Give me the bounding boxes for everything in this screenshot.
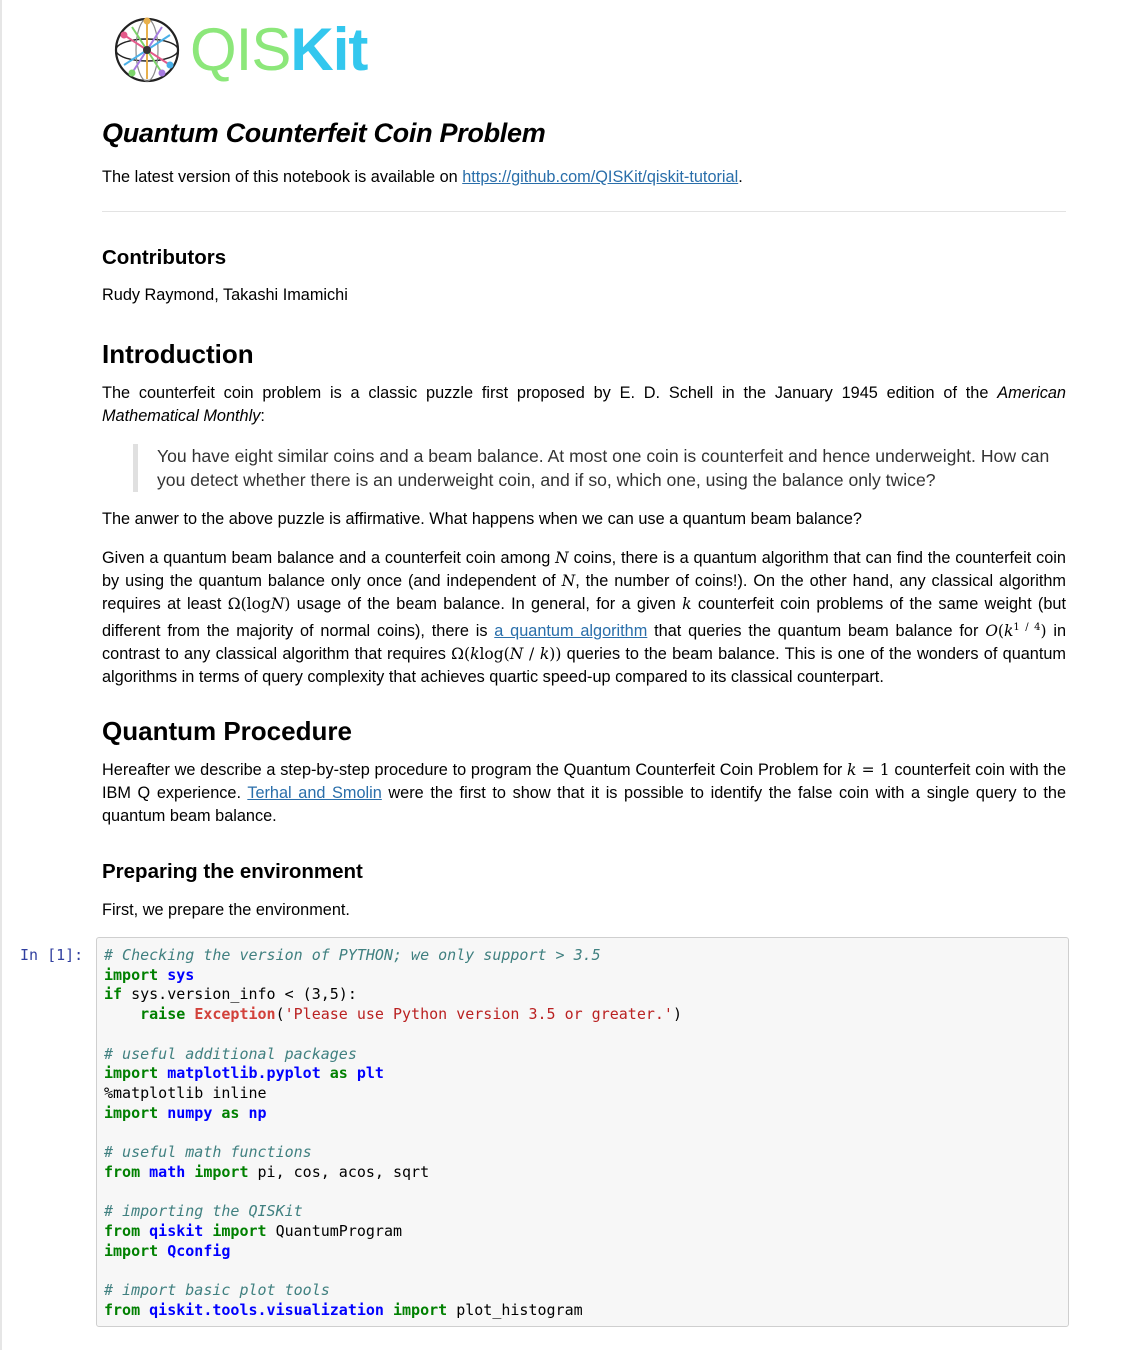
code-line: # useful math functions [104,1143,312,1162]
code-line: import matplotlib.pyplot as plt [104,1064,384,1083]
math-slash: / [523,645,540,664]
p3-text-b: coins, there is a quantum algorithm that can find the counterfeit coin by using the quantum balance only once (and independent of [102,549,1066,590]
left-border [0,0,2,1350]
puzzle-blockquote: You have eight similar coins and a beam balance. At most one coin is counterfeit and hence underweight. How can you detect whether there is an underweight coin, and if so, which one, using the balance only twice? [133,444,1066,492]
math-exponent: 1 / 4 [1013,622,1041,633]
math-omega: Ω( [451,645,471,664]
code-line: if sys.version_info < (3,5): [104,985,357,1004]
intro-p1-colon: : [260,407,265,425]
math-N: N [270,595,285,613]
introduction-paragraph-3 [102,547,1066,689]
procedure-paragraph [102,759,1066,828]
latest-version-line [102,166,1066,189]
logo-qis: QIS [190,16,291,83]
math-omega-klog [451,645,561,663]
procedure-text-b: counterfeit coin with the IBM Q experience. [102,761,1067,802]
prepare-text: First, we prepare the environment. [102,901,350,919]
code-line: import sys [104,965,195,984]
cell-prompt: In [1]: [20,946,84,964]
quantum-procedure-heading: Quantum Procedure [102,716,352,746]
code-line: # importing the QISKit [104,1202,303,1221]
code-cell[interactable] [96,937,1069,1327]
contributors-names: Rudy Raymond, Takashi Imamichi [102,286,348,304]
divider [102,211,1066,212]
terhal-smolin-link[interactable]: Terhal and Smolin [247,784,382,802]
github-link[interactable]: https://github.com/QISKit/qiskit-tutorial [462,168,739,186]
qiskit-atom-icon [112,15,182,85]
intro-p1-text: The counterfeit coin problem is a classic puzzle first proposed by E. D. Schell in the January 1945 edition of the [102,384,998,402]
journal-name: American Mathematical Monthly [102,384,1066,425]
introduction-paragraph-2: The anwer to the above puzzle is affirmative. What happens when we can use a quantum beam balance? [102,510,862,528]
code-editor[interactable] [104,946,1061,1320]
procedure-text-a: Hereafter we describe a step-by-step procedure to program the Quantum Counterfeit Coin Problem for [102,761,848,779]
math-N: N [561,572,576,590]
p3-text-e: counterfeit coin problems of the same weight (but different from the majority of normal coins), there is [102,595,1066,641]
p3-text-f: that queries the quantum beam balance for [647,622,986,641]
code-line: raise Exception('Please use Python version 3.5 or greater.') [140,1005,682,1024]
math-k: k [847,761,857,779]
code-line: # useful additional packages [104,1044,357,1063]
math-equals-one: = 1 [856,761,890,779]
math-omega-log: Ω(log [227,595,271,613]
contributors-heading: Contributors [102,246,227,269]
preparing-environment-heading: Preparing the environment [102,860,363,883]
code-line: from math import pi, cos, acos, sqrt [104,1162,430,1181]
latest-version-period: . [738,168,743,186]
procedure-text-c: were the first to show that it is possible to identify the false coin with a single query to the quantum beam balance. [102,784,1066,825]
code-line: # import basic plot tools [104,1280,330,1299]
p3-text-c: , the number of coins!). On the other hand, any classical algorithm requires at least [102,572,1066,613]
introduction-heading: Introduction [102,339,254,369]
math-O: O [985,622,998,641]
logo-wordmark [190,16,368,83]
math-k: k [470,645,480,664]
code-line: %matplotlib inline [104,1083,267,1102]
qiskit-logo [112,15,367,85]
code-line: import Qconfig [104,1241,231,1260]
p3-text-d: usage of the beam balance. In general, for a given [290,595,683,613]
math-O-k-quarter: $O(k^{1 / 4})$ [985,622,1047,641]
math-omega-logN [228,595,291,613]
page-title: Quantum Counterfeit Coin Problem [102,118,546,148]
code-line: # Checking the version of PYTHON; we only support > 3.5 [104,946,601,964]
code-line: from qiskit.tools.visualization import plot_histogram [104,1300,583,1319]
code-line: from qiskit import QuantumProgram [104,1221,403,1240]
code-line: import numpy as np [104,1103,267,1122]
math-log: log( [479,645,510,664]
quantum-algorithm-link[interactable]: a quantum algorithm [494,622,648,641]
math-k: k [1003,622,1014,641]
math-N: N [509,645,524,664]
p3-text-g: in contrast to any classical algorithm that requires [102,622,1066,664]
math-paren: ) [284,595,291,613]
math-k: k [682,595,692,613]
math-paren: )) [549,645,562,664]
math-N: N [555,549,569,567]
latest-version-text: The latest version of this notebook is available on [102,168,463,186]
p3-text-a: Given a quantum beam balance and a counterfeit coin among [102,549,556,567]
p3-text-h: queries to the beam balance. This is one of the wonders of quantum algorithms in terms of query complexity that achieves quartic speed-up compared to its classical counterpart. [102,645,1066,687]
logo-kit: Kit [290,16,368,83]
math-k: k [539,645,550,664]
introduction-paragraph-1 [102,382,1066,428]
